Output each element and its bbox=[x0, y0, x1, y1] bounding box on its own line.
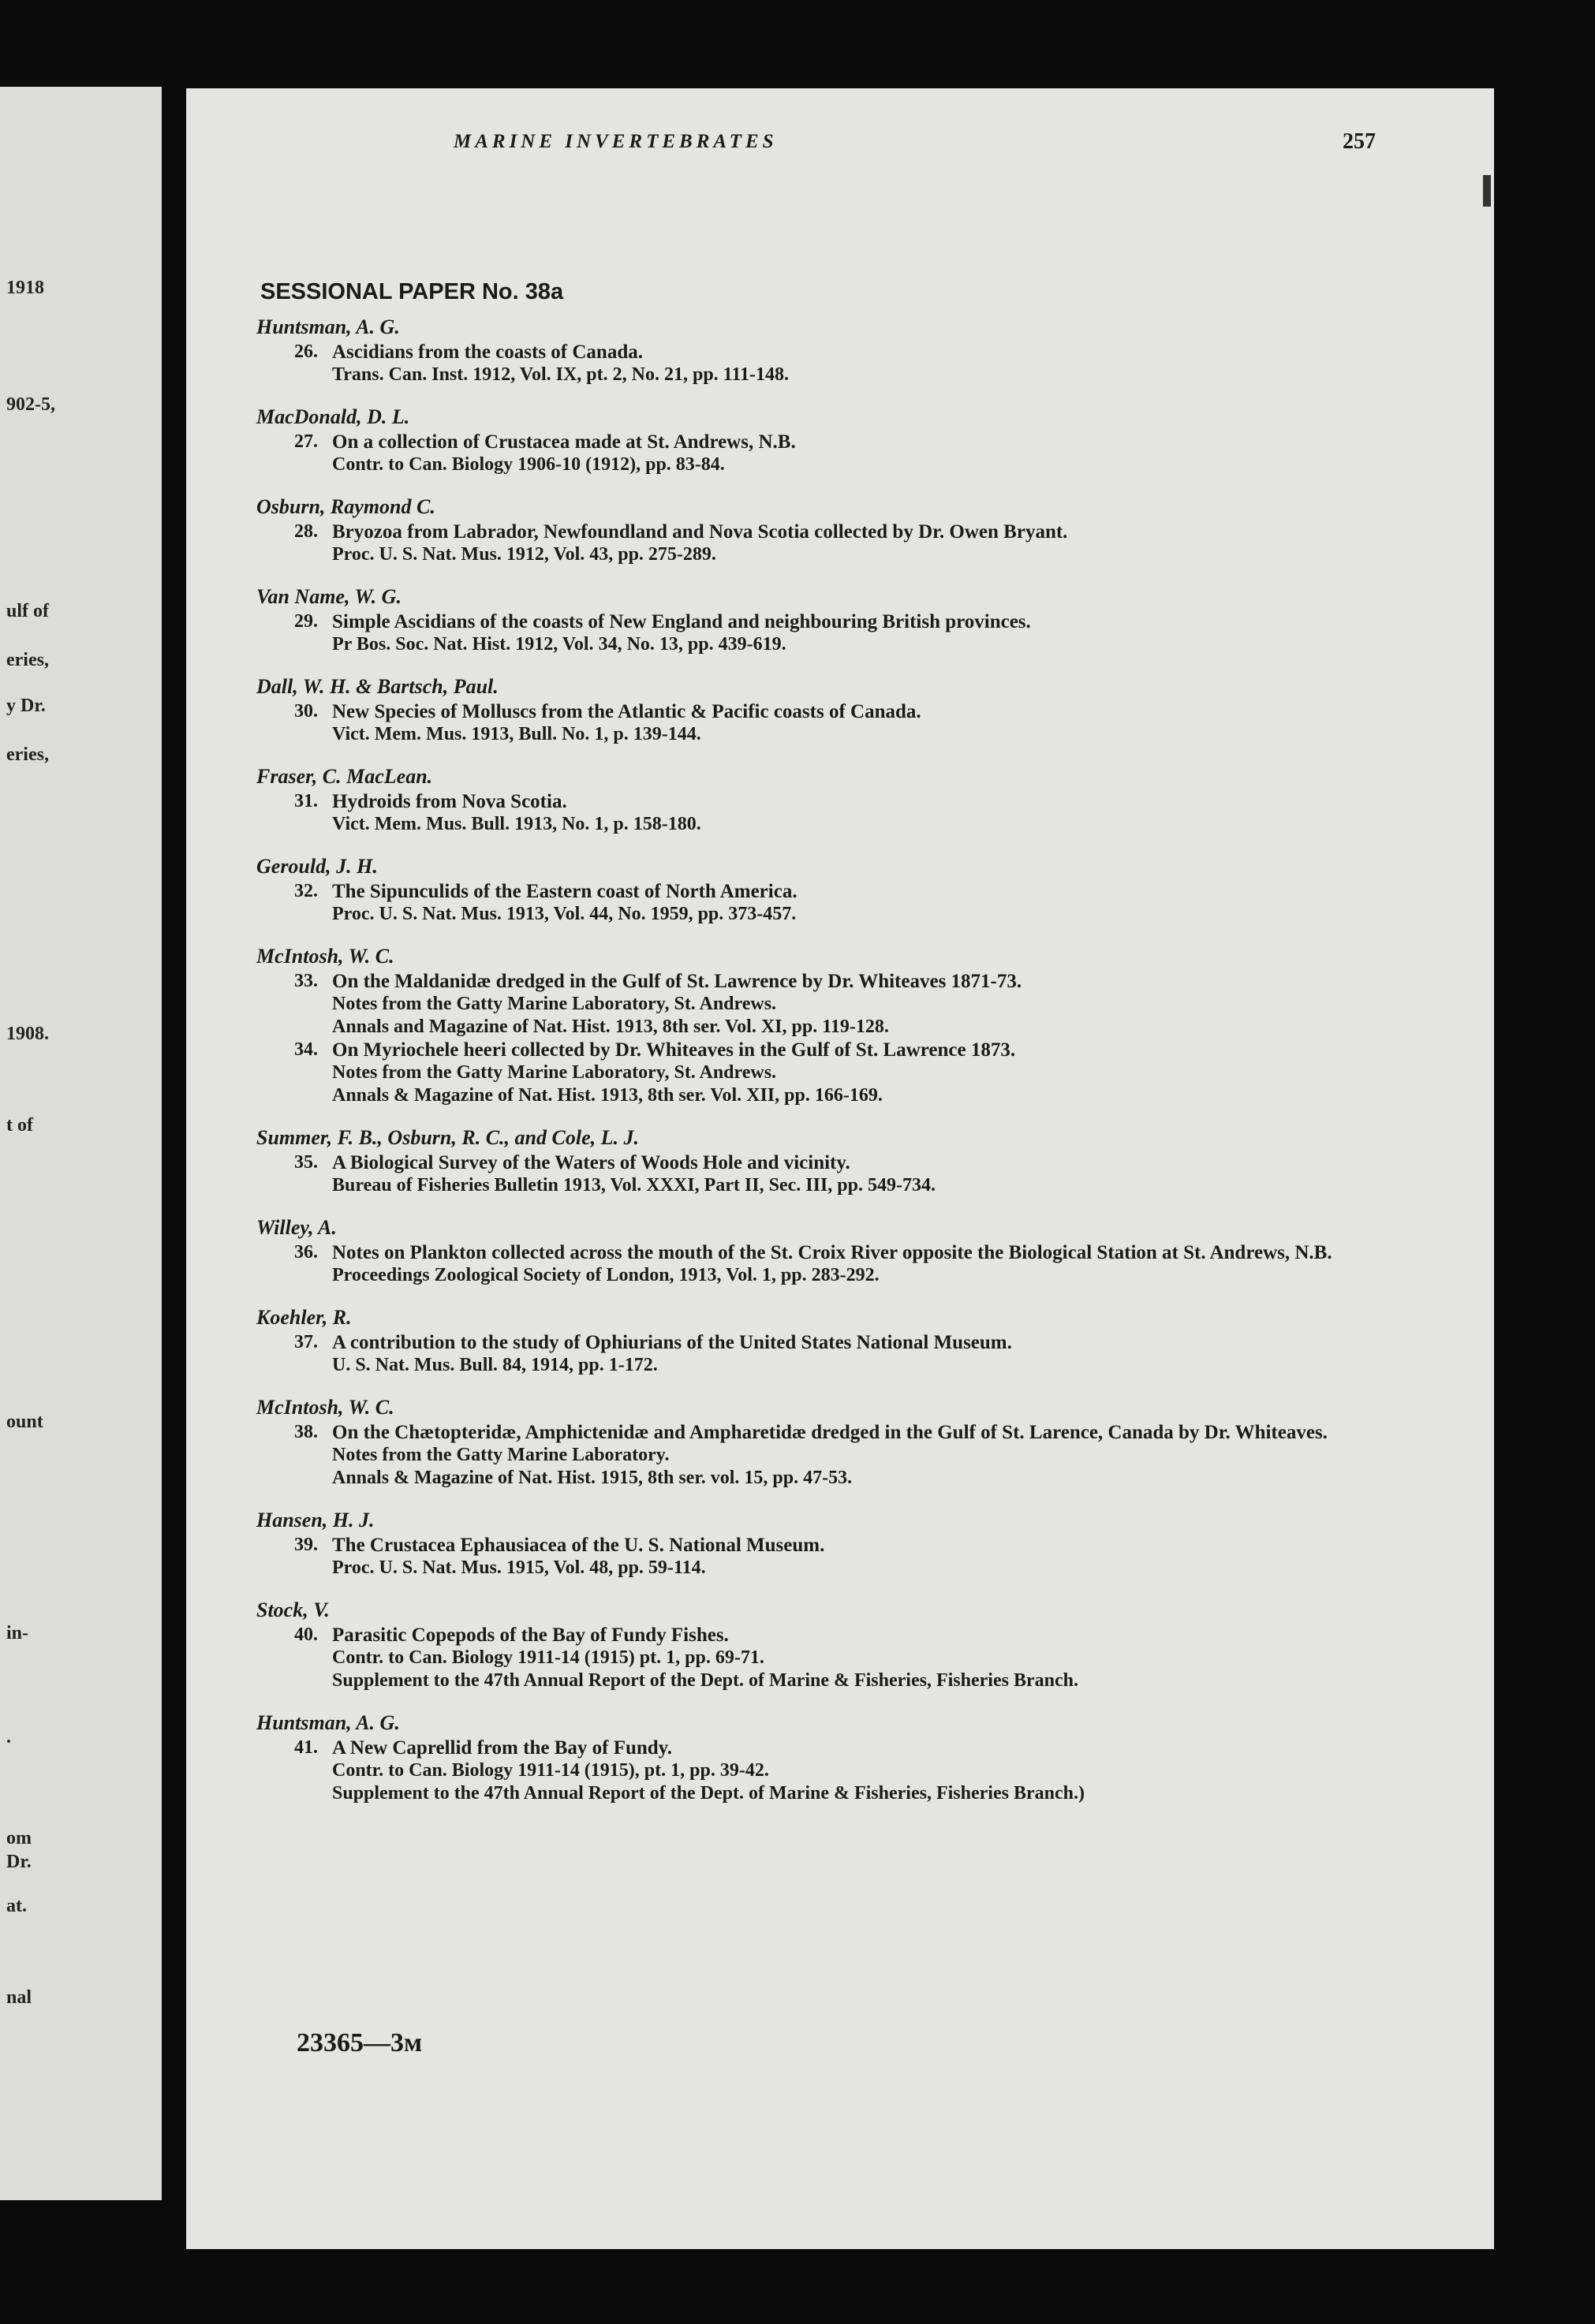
left-page-text: nal bbox=[6, 1987, 32, 2008]
work-title: On a collection of Crustacea made at St. Andrews, N.B. bbox=[332, 431, 796, 453]
work-citation: Contr. to Can. Biology 1911-14 (1915), pt. 1, pp. 39-42. bbox=[332, 1760, 769, 1781]
entry-work bbox=[256, 1624, 1392, 1692]
work-title: A Biological Survey of the Waters of Woods Hole and vicinity. bbox=[332, 1152, 850, 1173]
left-page-text: om bbox=[6, 1828, 32, 1848]
entry-author: Hansen, H. J. bbox=[256, 1509, 375, 1531]
entry-work bbox=[256, 790, 1392, 836]
work-title: Notes on Plankton collected across the mouth of the St. Croix River opposite the Biological Station at St. Andrews, N.B. bbox=[332, 1242, 1332, 1263]
entry-number: 34. bbox=[294, 1039, 318, 1060]
entry-work bbox=[256, 520, 1392, 566]
bibliography-entry bbox=[256, 1304, 1392, 1377]
bibliography-entry bbox=[256, 673, 1392, 746]
bibliography-entry bbox=[256, 763, 1392, 836]
work-title: Ascidians from the coasts of Canada. bbox=[332, 341, 643, 363]
left-page-text: . bbox=[6, 1727, 11, 1748]
entry-author: Willey, A. bbox=[256, 1216, 337, 1239]
entry-number: 39. bbox=[294, 1535, 318, 1555]
left-page-text: at. bbox=[6, 1896, 27, 1916]
entry-work bbox=[256, 880, 1392, 926]
bibliography-entry bbox=[256, 1710, 1392, 1805]
entry-number: 38. bbox=[294, 1422, 318, 1442]
entry-author: Huntsman, A. G. bbox=[256, 1711, 400, 1734]
entry-author: Huntsman, A. G. bbox=[256, 315, 400, 338]
entry-work bbox=[256, 1331, 1392, 1377]
work-title: Simple Ascidians of the coasts of New England and neighbouring British provinces. bbox=[332, 611, 1031, 632]
bibliography-entry bbox=[256, 584, 1392, 656]
work-citation: Pr Bos. Soc. Nat. Hist. 1912, Vol. 34, No. 13, pp. 439-619. bbox=[332, 634, 786, 655]
bibliography-entry bbox=[256, 404, 1392, 476]
work-citation: Proc. U. S. Nat. Mus. 1912, Vol. 43, pp. 275-289. bbox=[332, 544, 716, 565]
work-title: On the Maldanidæ dredged in the Gulf of St. Lawrence by Dr. Whiteaves 1871-73. bbox=[332, 971, 1022, 992]
entry-number: 27. bbox=[294, 431, 318, 452]
entry-work bbox=[256, 1039, 1392, 1107]
work-title: The Crustacea Ephausiacea of the U. S. National Museum. bbox=[332, 1535, 825, 1556]
work-citation: Annals & Magazine of Nat. Hist. 1913, 8th ser. Vol. XII, pp. 166-169. bbox=[332, 1085, 883, 1106]
entry-author: Stock, V. bbox=[256, 1598, 330, 1621]
left-page-text: 902-5, bbox=[6, 394, 55, 415]
left-page-text: Dr. bbox=[6, 1852, 32, 1872]
bibliography-entry bbox=[256, 314, 1392, 386]
entry-work bbox=[256, 341, 1392, 386]
entry-work bbox=[256, 970, 1392, 1039]
work-citation: Annals & Magazine of Nat. Hist. 1915, 8th ser. vol. 15, pp. 47-53. bbox=[332, 1468, 853, 1488]
entry-author: Fraser, C. MacLean. bbox=[256, 765, 433, 788]
page-edge-mark bbox=[1483, 175, 1491, 207]
bibliography-entry bbox=[256, 1597, 1392, 1692]
bibliography-entry bbox=[256, 943, 1392, 1107]
work-title: On Myriochele heeri collected by Dr. Whiteaves in the Gulf of St. Lawrence 1873. bbox=[332, 1039, 1016, 1061]
bibliography-list bbox=[256, 314, 1392, 1822]
entry-number: 40. bbox=[294, 1625, 318, 1645]
left-page-fragment bbox=[0, 87, 162, 2200]
entry-number: 30. bbox=[294, 701, 318, 722]
work-citation: Proc. U. S. Nat. Mus. 1915, Vol. 48, pp. 59-114. bbox=[332, 1557, 706, 1578]
work-citation: Supplement to the 47th Annual Report of the Dept. of Marine & Fisheries, Fisheries Branch.) bbox=[332, 1783, 1085, 1804]
entry-number: 32. bbox=[294, 881, 318, 901]
work-title: A contribution to the study of Ophiurians of the United States National Museum. bbox=[332, 1332, 1012, 1353]
print-code: 23365—3м bbox=[297, 2028, 423, 2057]
entry-work bbox=[256, 610, 1392, 656]
work-citation: Proceedings Zoological Society of London, 1913, Vol. 1, pp. 283-292. bbox=[332, 1265, 880, 1285]
work-citation: Supplement to the 47th Annual Report of the Dept. of Marine & Fisheries, Fisheries Branch. bbox=[332, 1670, 1078, 1691]
entry-work bbox=[256, 700, 1392, 746]
entry-work bbox=[256, 1241, 1392, 1287]
entry-number: 36. bbox=[294, 1242, 318, 1263]
work-title: Parasitic Copepods of the Bay of Fundy Fishes. bbox=[332, 1625, 729, 1646]
bibliography-entry bbox=[256, 1214, 1392, 1287]
left-page-text: t of bbox=[6, 1115, 33, 1136]
running-header-title: MARINE INVERTEBRATES bbox=[454, 131, 778, 152]
entry-number: 37. bbox=[294, 1332, 318, 1352]
entry-number: 33. bbox=[294, 971, 318, 991]
left-page-text: 1908. bbox=[6, 1024, 49, 1044]
entry-work bbox=[256, 431, 1392, 476]
sessional-paper-heading: SESSIONAL PAPER No. 38a bbox=[260, 279, 564, 304]
work-citation: Notes from the Gatty Marine Laboratory, St. Andrews. bbox=[332, 1062, 777, 1083]
bibliography-entry bbox=[256, 853, 1392, 926]
work-title: A New Caprellid from the Bay of Fundy. bbox=[332, 1737, 673, 1759]
entry-author: Dall, W. H. & Bartsch, Paul. bbox=[256, 675, 499, 698]
entry-number: 35. bbox=[294, 1152, 318, 1173]
work-title: New Species of Molluscs from the Atlantic & Pacific coasts of Canada. bbox=[332, 701, 921, 722]
left-page-text: eries, bbox=[6, 650, 49, 670]
entry-author: Van Name, W. G. bbox=[256, 585, 402, 608]
entry-number: 41. bbox=[294, 1737, 318, 1758]
entry-work bbox=[256, 1736, 1392, 1805]
entry-author: Koehler, R. bbox=[256, 1306, 352, 1329]
left-page-text: eries, bbox=[6, 744, 49, 765]
work-citation: Vict. Mem. Mus. 1913, Bull. No. 1, p. 139-144. bbox=[332, 724, 701, 744]
entry-work bbox=[256, 1151, 1392, 1197]
work-citation: Annals and Magazine of Nat. Hist. 1913, 8th ser. Vol. XI, pp. 119-128. bbox=[332, 1017, 889, 1037]
entry-work bbox=[256, 1421, 1392, 1490]
work-citation: Proc. U. S. Nat. Mus. 1913, Vol. 44, No. 1959, pp. 373-457. bbox=[332, 904, 797, 924]
bibliography-entry bbox=[256, 1125, 1392, 1197]
entry-author: Summer, F. B., Osburn, R. C., and Cole, L. J. bbox=[256, 1126, 639, 1149]
left-page-text: ulf of bbox=[6, 601, 49, 621]
entry-author: Osburn, Raymond C. bbox=[256, 495, 435, 518]
entry-number: 26. bbox=[294, 341, 318, 362]
left-page-text: in- bbox=[6, 1623, 29, 1643]
work-title: The Sipunculids of the Eastern coast of North America. bbox=[332, 881, 798, 902]
work-citation: Trans. Can. Inst. 1912, Vol. IX, pt. 2, No. 21, pp. 111-148. bbox=[332, 364, 790, 385]
work-title: On the Chætopteridæ, Amphictenidæ and Ampharetidæ dredged in the Gulf of St. Larence, Canada by Dr. Whiteaves. bbox=[332, 1422, 1328, 1443]
work-citation: Notes from the Gatty Marine Laboratory. bbox=[332, 1445, 670, 1465]
work-citation: Vict. Mem. Mus. Bull. 1913, No. 1, p. 158-180. bbox=[332, 814, 701, 834]
entry-author: McIntosh, W. C. bbox=[256, 1396, 394, 1419]
left-page-text: ount bbox=[6, 1412, 43, 1432]
work-citation: Contr. to Can. Biology 1911-14 (1915) pt. 1, pp. 69-71. bbox=[332, 1647, 764, 1668]
entry-number: 28. bbox=[294, 521, 318, 542]
entry-number: 31. bbox=[294, 791, 318, 811]
left-page-text: 1918 bbox=[6, 278, 44, 298]
entry-work bbox=[256, 1534, 1392, 1580]
work-title: Bryozoa from Labrador, Newfoundland and Nova Scotia collected by Dr. Owen Bryant. bbox=[332, 521, 1068, 543]
work-citation: Bureau of Fisheries Bulletin 1913, Vol. XXXI, Part II, Sec. III, pp. 549-734. bbox=[332, 1175, 936, 1196]
entry-author: Gerould, J. H. bbox=[256, 855, 378, 878]
entry-number: 29. bbox=[294, 611, 318, 632]
left-page-text: y Dr. bbox=[6, 696, 46, 716]
work-citation: Notes from the Gatty Marine Laboratory, St. Andrews. bbox=[332, 994, 777, 1014]
page-number: 257 bbox=[1343, 129, 1376, 154]
entry-author: MacDonald, D. L. bbox=[256, 405, 410, 428]
entry-author: McIntosh, W. C. bbox=[256, 945, 394, 968]
bibliography-entry bbox=[256, 1394, 1392, 1490]
bibliography-entry bbox=[256, 494, 1392, 566]
work-citation: Contr. to Can. Biology 1906-10 (1912), pp. 83-84. bbox=[332, 454, 725, 475]
bibliography-entry bbox=[256, 1507, 1392, 1580]
work-title: Hydroids from Nova Scotia. bbox=[332, 791, 567, 812]
work-citation: U. S. Nat. Mus. Bull. 84, 1914, pp. 1-172. bbox=[332, 1355, 658, 1375]
